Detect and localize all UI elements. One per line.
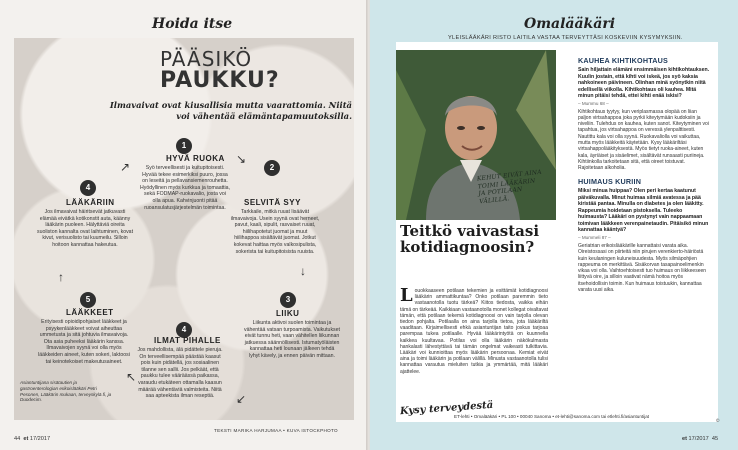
number-badge: 2 [264, 160, 280, 176]
photo-credit: TEKSTI MARIKA HARJUMAA • KUVA ISTOCKPHOTO [214, 428, 338, 433]
section-subtitle: YLEISLÄÄKÄRI RISTO LAITILA VASTAA TERVEYTTÄSI KOSKEVIIN KYSYMYKSIIN. [448, 35, 683, 41]
question-text: Miksi minua huippaa? Olen peri kertaa kaatunut päiväkuvalla. Minut huimaa silmiä avatessa ja pää kiristää pantaa. Minulla on diabetes ja olen lääkitty. Rappeumia hoidetaan pistoksella. Tuleeko huimausta? Lääkäri on pystynyt vain nappaamaan toimivan lääkkeen verenpainetaudin. Pitäisikö minun kannattaa kääntyä? [578, 188, 709, 234]
drop-cap: L [400, 285, 413, 306]
box-title: LÄÄKÄRIIN [66, 198, 115, 207]
headline-line2: PAUKKU? [160, 68, 280, 93]
article-text: ouokkaaseen potilaan tekemien ja esittämät kotidiagnoosi lääkärin ammattikuntaa? Onko potilaan paremmin tieto vastaanotolla tuotu tärkeä? Kiitos tiedosta, vaikka eihän tämä on tärkeää. Kaikkiaan vastaanotolla monet kollegat oivaltavat tämän, että potilaan tekemä kotidiagnoosi on vain tarjolla olevan tiedon pohjalta. Potilaalla on aina tarjolla tietoa, jota lääkäriltä vaaditaan. Kirjaimellisesti ehkä asiantuntijan taito joskus tarjoaa parempaa tukea potilaalle. Hyvää lääkärintyötä on kuunnella kaikkea kuultavaa. Potilas voi olla lääkärin näkökulmasta hankalasti lähestyttävä tai tämän ongelmat vaikeasti tulkittavia. Lääkäri voi kunnioittaa myös lääkärin persoonaa. Kemiat eivät aina ja toimi lääkärin ja potilaan välillä. Minusta vastaanotolla tulisi kannattaa varautua mieluiten tutkia ja ymmärtää, mitä lääkäri ajattelee. [400, 288, 548, 375]
question-text: Sain hiljattain elämäni ensimmäisen kihtikohtauksen. Kuulin jostain, että kihti voi iskeä, jos syö kaksia nahkoineen päivineen. Olinhan minä syönytkin niitä edellisellä viikolla. Kihtikohtaus oli kauhea. Mitä minun pitäisi tehdä, ettei kihti enää iskisi? [578, 67, 710, 99]
number-badge: 4 [80, 180, 96, 196]
arrow-icon: ↘ [236, 152, 247, 166]
headline [160, 48, 280, 92]
page-number: 45 [711, 436, 719, 442]
brand: et [682, 436, 687, 442]
arrow-icon: ↓ [300, 264, 306, 278]
ask-health-heading: Kysy terveydestä [399, 399, 494, 418]
box-text: Jos ilmavaivat häiritsevät jatkuvasti elämää eivätkä kotikonstit auta, käänny lääkärin puoleen. Hälyttäviä oireita suoliston kannalta ovat laihtuminen, kovat kivut, verisuolisto tai kuumeilu. Silloin hoitoon kannattaa hakeutua. [36, 209, 134, 248]
article-headline: Teitkö vaivastasi kotidiagnoosin? [400, 222, 540, 256]
box-title: ILMAT PIHALLE [154, 336, 221, 345]
box-text: Jos mahdollista, älä pidättele pieruja. On terveellisempää päästää kaasut pois kuin pidätellä, jos sosiaalinen tilanne sen sallii. Jos pelkäät, että paukku tulee vääräässä paikassa, varaudu etukäteen ottamalla kaasun määrää vähentäviä valmisteita. Niitä saa apteekista ilman reseptiä. [137, 347, 223, 400]
number-badge: 3 [280, 292, 296, 308]
lead-text: Ilmavaivat ovat kiusallisia mutta vaarattomia. Niitä voi vähentää elämäntapamuutoksilla. [109, 100, 352, 121]
arrow-icon: ↗ [120, 160, 131, 174]
folio [682, 436, 718, 442]
page-number: 44 [14, 436, 21, 442]
section-title: Omalääkäri [524, 16, 616, 32]
box-text: Tarkkaile, mitkä ruuat lisäävät ilmavaivoja. Usein syynä ovat herneet, pavut, kaali, sipulit, rasvaiset ruuat, hiilihapotetut juomat ja muut hiilihappoa sisältävät juomat. Jotkut kokevat haittaa myös valkosipulista, sokerista tai kuitupitoisista ruuista. [230, 209, 320, 255]
number-badge: 4 [176, 322, 192, 338]
box-text: Syö terveellisesti ja kuitupitoisesti. Hyvää tekee esimerkiksi puuro, jossa on leseitä ja pellavansiemenrouhetta. Hyödyllinen myös kurkkua ja tomaattia, sekä FODMAP-ruokavalio, josta voi olla apua. Kahvinjuonti pitää ruoansulatusjärjestelmän toimintaa. [140, 165, 230, 211]
arrow-icon: ↙ [236, 392, 247, 406]
issue: 17/2017 [29, 436, 51, 442]
arrow-icon: ↑ [58, 270, 64, 284]
question-title: HUIMAUS KURIIN [578, 177, 642, 187]
arrow-icon: ↖ [126, 370, 137, 384]
copyright-mark: © [716, 418, 720, 423]
box-text: Liikunta aktivoi suolen toimintaa ja vähentää vatsan turpoamista. Vaikutukset eivät tunnu heti, vaan vähitellen liikunnan jatkuessa säännöllisesti. Istumatyöläisten kannattaa heti lounaan jälkeen tehdä lyhyt kävely, ja ennen päivän mittaan. [244, 320, 340, 359]
box-title: HYVÄ RUOKA [166, 154, 225, 163]
pull-quote: KEHUT EIVÄT AINA TOIMI LÄÄKÄRIN JA POTILAAN VÄLILLÄ. [476, 168, 543, 206]
box-title: SELVITÄ SYY [244, 198, 301, 207]
answer-text: Kihtikohtaus tyytyy, kun veriplasmassa olopää on liian paljon virtsahappoa joka pyrkii kiteytymään kudoksiin ja niveliin. Tulehdus on kauhea, kuten sanot. Kiteytyminen voi tapahtua, jos virtsahappoa on veressä ylenpalttisesti. Nautittu kala voi olla syynä. Ruokavaliolla voi vaikuttaa, mutta myös lääkkeitä käytetään. Kysy lääkäriltäsi virtsahappolääkityksestä. Myös tietyt ruoka-aineet, kuten kala, äyriäiset ja sisäelimet, sisältävät runsaasti puriineja. Kihtiinkolla tarkoitetaan sitä, että oireet toistuvat. Rajoitetaan alkoholia. [578, 108, 709, 172]
contact-info: ET-lehti • Omalääkäri • PL 100 • 00040 Sanoma • et-lehti@sanoma.com tai etlehti.fi/asiantuntijat [454, 414, 650, 419]
brand: et [23, 436, 29, 442]
headline-line1: PÄÄSIKÖ [160, 47, 253, 71]
expert-caption: Asiantuntijana sisätautien ja gastroenterologian erikoislääkäri Petri Pesonen, Lääkärin mukaan, terveyskylä.fi, ja Duodecim. [20, 380, 112, 403]
question-signature: – Mummu 68 – [578, 100, 609, 106]
answer-text: Geriatrian erikoislääkärille kannattaisi varata aika. Oireistossasi on piirteitä niin pirujen verenkierto-häiriöstä kuin keulaningen kuluneisuudesta. Myös silmäpohjien rappeuma on merkittävä. Sisäkorvan tasapainoelimenkin vikaa voi olla. Vaihtoehtoisesti tuo huimaus on liikkeeseen liittyvä oire, ja silloin vaativat nämä hoitoa myös itsehoidollisin toimin. Kun huimaus toistuukin, kannattaa varata uusi aika. [578, 242, 707, 294]
left-page [0, 0, 368, 450]
article-body [400, 285, 548, 375]
number-badge: 5 [80, 292, 96, 308]
folio [14, 436, 50, 442]
issue: 17/2017 [688, 436, 709, 442]
box-title: LÄÄKKEET [66, 308, 114, 317]
question-signature: – Mummeli 87 – [578, 234, 611, 240]
right-page [370, 0, 738, 450]
number-badge: 1 [176, 138, 192, 154]
box-title: LIIKU [276, 309, 300, 318]
section-title: Hoida itse [152, 16, 233, 32]
qa-content [578, 56, 710, 293]
box-text: Erityisesti opioidipohjaiset lääkkeet ja psyykenlääkkeet voivat aiheuttaa ummetusta ja sitä johtuvia ilmavaivoja. Ota asia puheeksi lääkärin kanssa. Ilmavaivojen syynä voi olla myös lääkkeiden aineet, kuten sokeri, laktoosi tai keinotekoiset makeutusaineet. [38, 319, 130, 365]
question-title: KAUHEA KIHTIKOHTAUS [578, 56, 669, 65]
